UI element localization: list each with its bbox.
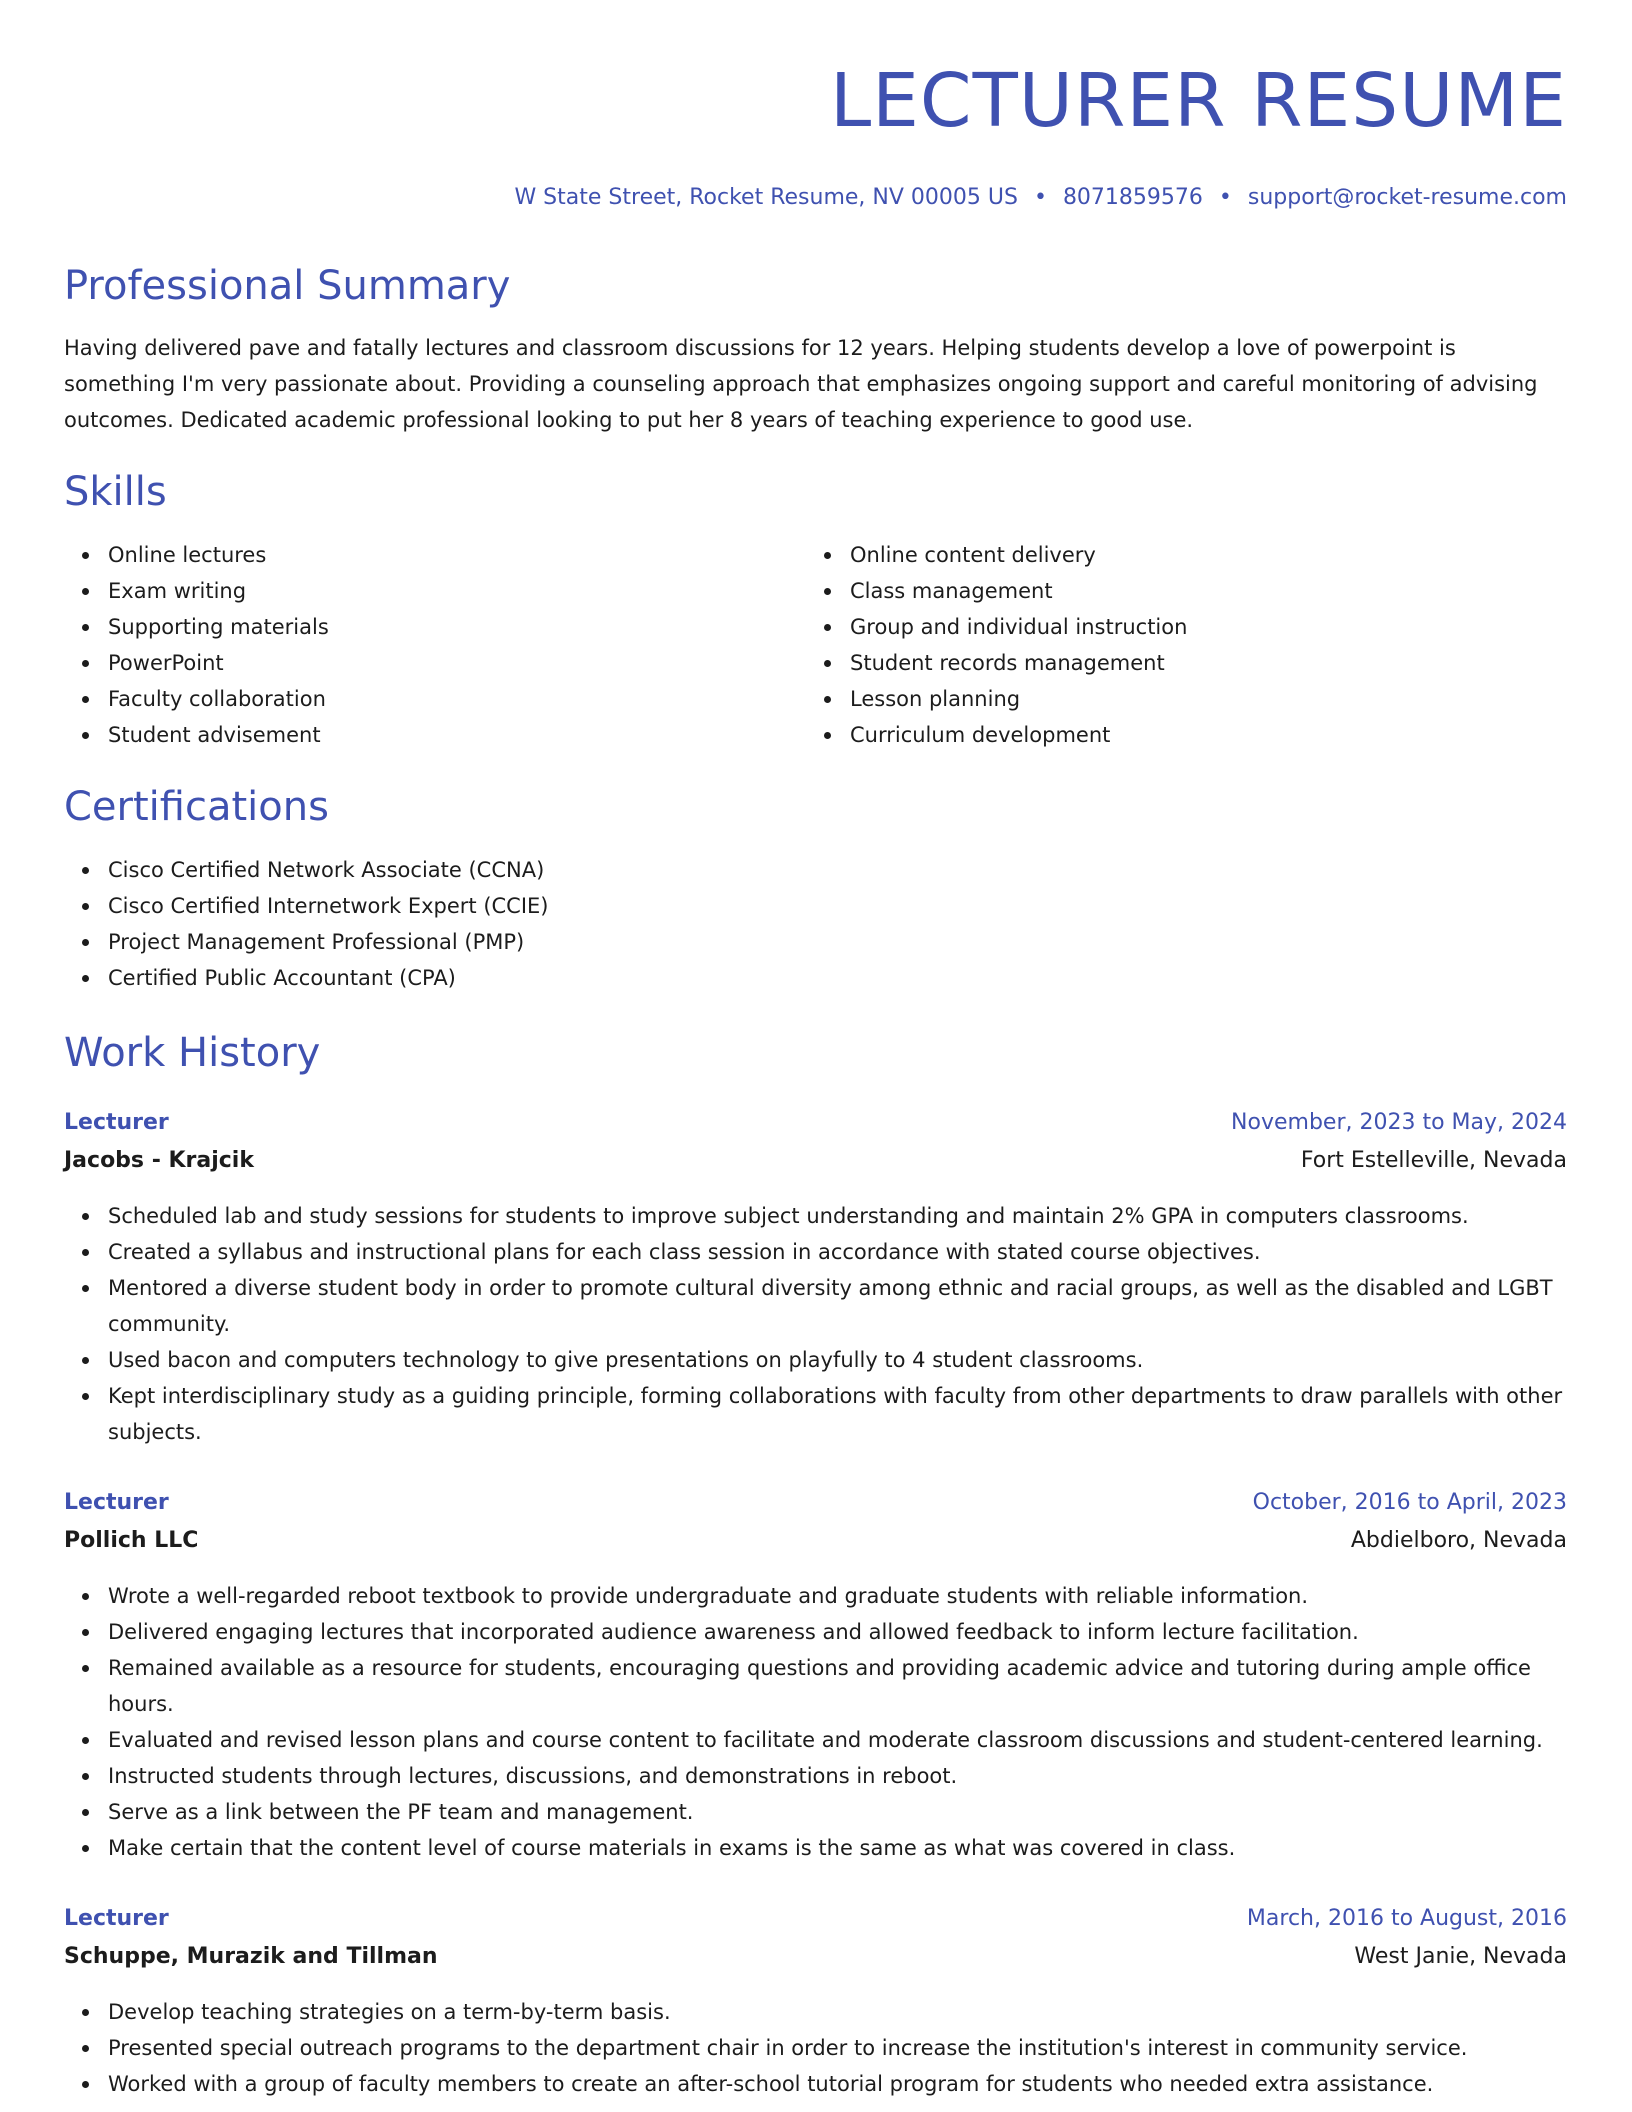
certifications-heading: Certifications <box>64 784 329 830</box>
contact-email[interactable]: support@rocket-resume.com <box>1247 185 1567 210</box>
contact-line <box>514 180 1567 216</box>
job-bullet: Kept interdisciplinary study as a guiding principle, forming collaborations with faculty from other departments to draw parallels with other subjects. <box>108 1378 1567 1450</box>
job-bullet: Remained available as a resource for students, encouraging questions and providing academic advice and tutoring during ample office hours. <box>108 1650 1567 1722</box>
job-dates: November, 2023 to May, 2024 <box>1231 1110 1567 1135</box>
job-subheader <box>64 1938 1567 1976</box>
job-bullet: Develop teaching strategies on a term-by-term basis. <box>108 1994 1567 2030</box>
job-company: Pollich LLC <box>64 1528 199 1553</box>
skill-item: Student advisement <box>108 717 808 753</box>
certification-item: Cisco Certified Network Associate (CCNA) <box>108 852 1567 888</box>
skill-item: Lesson planning <box>850 681 1550 717</box>
job-location: West Janie, Nevada <box>1354 1944 1567 1969</box>
skill-item: Supporting materials <box>108 609 808 645</box>
job-bullet: Worked with a group of faculty members to create an after-school tutorial program for students who needed extra assistance. <box>108 2066 1567 2102</box>
job-company: Jacobs - Krajcik <box>64 1148 254 1173</box>
job-location: Abdielboro, Nevada <box>1350 1528 1567 1553</box>
skill-item: Class management <box>850 573 1550 609</box>
job-header <box>64 1900 1567 1938</box>
job-bullet: Delivered engaging lectures that incorporated audience awareness and allowed feedback to inform lecture facilitation. <box>108 1614 1567 1650</box>
skill-item: Online content delivery <box>850 537 1550 573</box>
job-bullets <box>64 1578 1567 1866</box>
job-title: Lecturer <box>64 1110 169 1135</box>
job-header <box>64 1484 1567 1522</box>
job-bullet: Used bacon and computers technology to give presentations on playfully to 4 student classrooms. <box>108 1342 1567 1378</box>
certification-item: Project Management Professional (PMP) <box>108 924 1567 960</box>
job-bullet: Wrote a well-regarded reboot textbook to provide undergraduate and graduate students with reliable information. <box>108 1578 1567 1614</box>
skills-list-right <box>806 537 1550 753</box>
summary-text: Having delivered pave and fatally lectures and classroom discussions for 12 years. Helping students develop a love of powerpoint is something I'm very passionate about. Providing a counseling approach that emphasizes ongoing support and careful monitoring of advising outcomes. Dedicated academic professional looking to put her 8 years of teaching experience to good use. <box>64 336 1538 432</box>
job-subheader <box>64 1522 1567 1560</box>
skills-heading: Skills <box>64 469 167 515</box>
job-bullet: Instructed students through lectures, discussions, and demonstrations in reboot. <box>108 1758 1567 1794</box>
skill-item: Group and individual instruction <box>850 609 1550 645</box>
certification-item: Certified Public Accountant (CPA) <box>108 960 1567 996</box>
job-bullets <box>64 1994 1567 2102</box>
work-history-heading: Work History <box>64 1030 321 1076</box>
job-dates: March, 2016 to August, 2016 <box>1246 1906 1567 1931</box>
job-bullet: Created a syllabus and instructional plans for each class session in accordance with stated course objectives. <box>108 1234 1567 1270</box>
skill-item: PowerPoint <box>108 645 808 681</box>
job-bullet: Make certain that the content level of course materials in exams is the same as what was covered in class. <box>108 1830 1567 1866</box>
job-subheader <box>64 1142 1567 1180</box>
skill-item: Exam writing <box>108 573 808 609</box>
job-bullet: Scheduled lab and study sessions for students to improve subject understanding and maintain 2% GPA in computers classrooms. <box>108 1198 1567 1234</box>
job-company: Schuppe, Murazik and Tillman <box>64 1944 438 1969</box>
summary-heading: Professional Summary <box>64 263 511 309</box>
job-bullet: Serve as a link between the PF team and management. <box>108 1794 1567 1830</box>
contact-address: W State Street, Rocket Resume, NV 00005 US <box>514 185 1018 210</box>
job-bullets <box>64 1198 1567 1450</box>
job-header <box>64 1104 1567 1142</box>
contact-separator: • <box>1033 185 1047 210</box>
job-title: Lecturer <box>64 1490 169 1515</box>
skill-item: Faculty collaboration <box>108 681 808 717</box>
job-bullet: Evaluated and revised lesson plans and course content to facilitate and moderate classroom discussions and student-centered learning. <box>108 1722 1567 1758</box>
job-dates: October, 2016 to April, 2023 <box>1252 1490 1567 1515</box>
contact-phone: 8071859576 <box>1062 185 1203 210</box>
resume-title: LECTURER RESUME <box>829 58 1567 144</box>
job-bullet: Presented special outreach programs to the department chair in order to increase the institution's interest in community service. <box>108 2030 1567 2066</box>
certifications-list <box>64 852 1567 996</box>
job-bullet: Mentored a diverse student body in order to promote cultural diversity among ethnic and racial groups, as well as the disabled and LGBT community. <box>108 1270 1567 1342</box>
skill-item: Online lectures <box>108 537 808 573</box>
skill-item: Student records management <box>850 645 1550 681</box>
skills-list-left <box>64 537 808 753</box>
certification-item: Cisco Certified Internetwork Expert (CCIE) <box>108 888 1567 924</box>
job-location: Fort Estelleville, Nevada <box>1300 1148 1567 1173</box>
contact-separator: • <box>1218 185 1232 210</box>
job-title: Lecturer <box>64 1906 169 1931</box>
skill-item: Curriculum development <box>850 717 1550 753</box>
